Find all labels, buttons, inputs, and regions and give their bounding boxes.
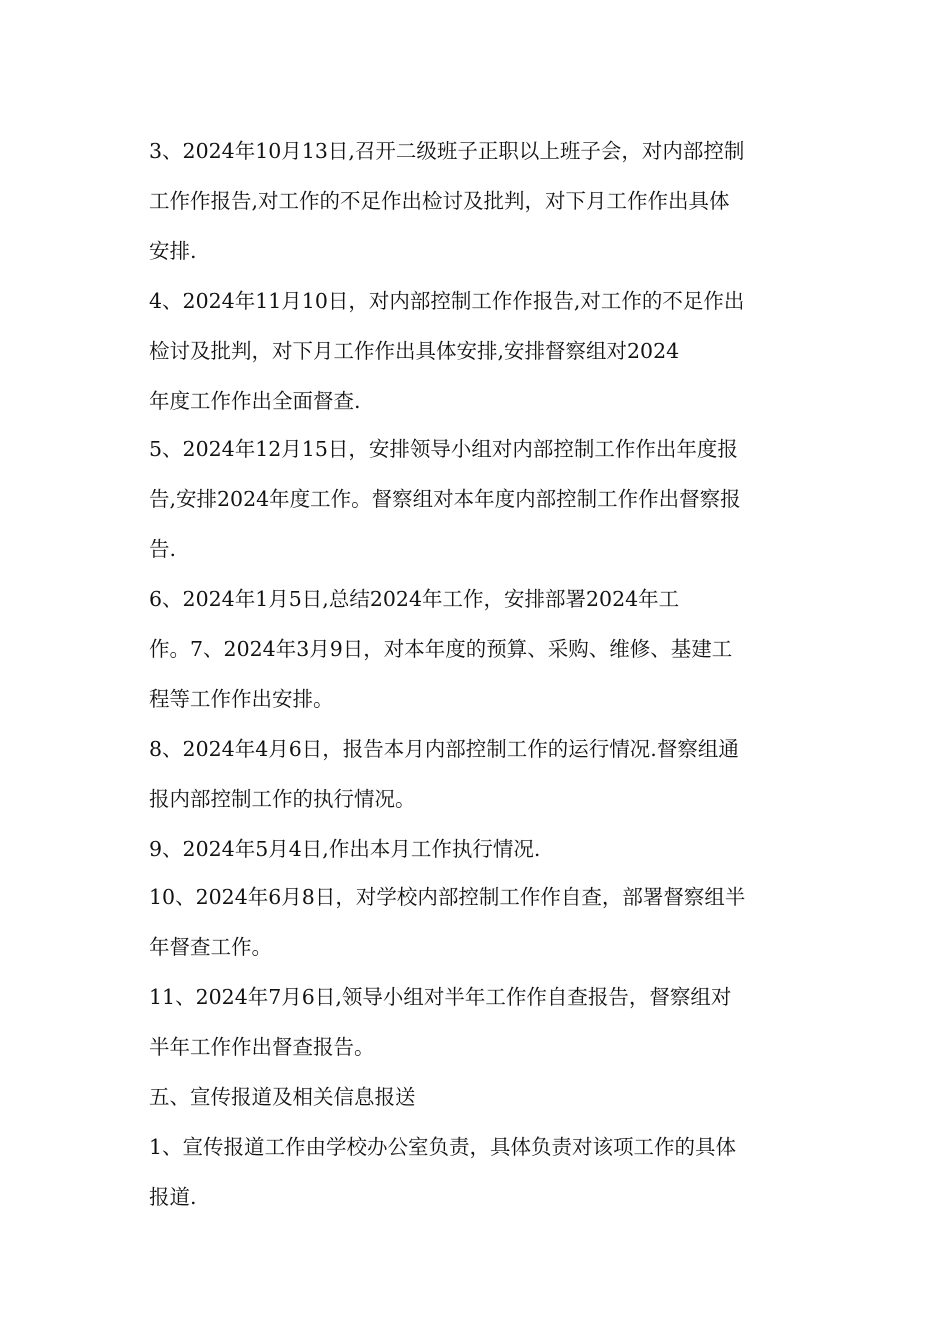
text-line: 1、宣传报道工作由学校办公室负责，具体负责对该项工作的具体 <box>149 1135 737 1159</box>
text-line: 年督查工作。 <box>149 935 272 959</box>
text-line: 11、2024年7月6日,领导小组对半年工作作自查报告，督察组对 <box>149 985 732 1009</box>
text-line: 9、2024年5月4日,作出本月工作执行情况. <box>149 837 541 861</box>
text-line: 年度工作作出全面督查. <box>149 389 361 413</box>
text-line: 3、2024年10月13日,召开二级班子正职以上班子会，对内部控制 <box>149 139 745 163</box>
text-line: 报内部控制工作的执行情况。 <box>149 787 416 811</box>
text-line: 8、2024年4月6日，报告本月内部控制工作的运行情况.督察组通 <box>149 737 739 761</box>
text-line: 程等工作作出安排。 <box>149 687 334 711</box>
text-line: 检讨及批判，对下月工作作出具体安排,安排督察组对2024 <box>149 339 680 363</box>
text-line: 5、2024年12月15日，安排领导小组对内部控制工作作出年度报 <box>149 437 738 461</box>
section-heading: 五、宣传报道及相关信息报送 <box>149 1085 416 1109</box>
text-line: 作。7、2024年3月9日，对本年度的预算、采购、维修、基建工 <box>149 637 733 661</box>
text-line: 10、2024年6月8日，对学校内部控制工作作自查，部署督察组半 <box>149 885 746 909</box>
text-line: 半年工作作出督查报告。 <box>149 1035 375 1059</box>
text-line: 安排. <box>149 239 197 263</box>
text-line: 4、2024年11月10日，对内部控制工作作报告,对工作的不足作出 <box>149 289 745 313</box>
text-line: 报道. <box>149 1185 197 1209</box>
text-line: 工作作报告,对工作的不足作出检讨及批判，对下月工作作出具体 <box>149 189 730 213</box>
text-line: 告. <box>149 537 177 561</box>
text-line: 告,安排2024年度工作。督察组对本年度内部控制工作作出督察报 <box>149 487 741 511</box>
text-line: 6、2024年1月5日,总结2024年工作，安排部署2024年工 <box>149 587 680 611</box>
